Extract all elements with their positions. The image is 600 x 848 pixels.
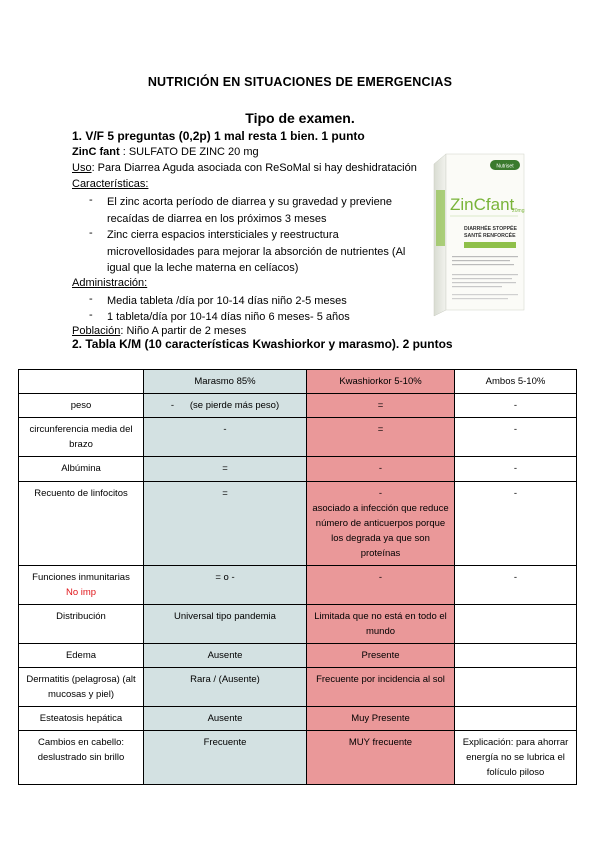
table-row [19,566,577,605]
section1-heading: 1. V/F 5 preguntas (0,2p) 1 mal resta 1 bien. 1 punto [72,129,365,143]
caracteristica-item: El zinc acorta período de diarrea y su gravedad y previene recaídas de diarrea en los próximos 3 meses [107,196,392,225]
cell-kwashiorkor: MUY frecuente [307,731,455,785]
cell-ambos: - [455,394,577,418]
row-label-cell [19,566,144,605]
administracion-item: 1 tableta/día por 10-14 días niño 6 meses- 5 años [107,311,350,323]
table-row [19,482,577,566]
cell-marasmo: Ausente [144,707,307,731]
cell-ambos [455,668,577,707]
cell-marasmo: = [144,457,307,482]
product-badge: Nutriset [496,163,514,170]
row-label: Funciones inmunitarias [32,572,130,583]
cell-marasmo: = [144,482,307,566]
header-ambos: Ambos 5-10% [455,370,577,394]
row-label: circunferencia media del brazo [19,418,144,457]
cell-marasmo: - [144,418,307,457]
caracteristica-item: Zinc cierra espacios intersticiales y reestructura microvellosidades para mejorar la absorción de nutrientes (Al igual que la leche materna en celíacos) [107,229,406,274]
header-marasmo: Marasmo 85% [144,370,307,394]
header-cell [19,370,144,394]
cell-marasmo: Universal tipo pandemia [144,605,307,644]
section2-heading: 2. Tabla K/M (10 características Kwashiorkor y marasmo). 2 puntos [72,337,453,351]
table-row [19,731,577,785]
document-title: NUTRICIÓN EN SITUACIONES DE EMERGENCIAS [147,75,453,89]
zincfant-product-image [430,150,526,320]
row-label: Esteatosis hepática [19,707,144,731]
bullet: - [89,194,93,206]
cell-kwashiorkor: = [307,394,455,418]
uso-label: Uso [72,162,92,174]
cell-ambos: Explicación: para ahorrar energía no se lubrica el folículo piloso [455,731,577,785]
km-comparison-table [18,369,577,785]
cell-marasmo: Rara / (Ausente) [144,668,307,707]
row-label: Albúmina [19,457,144,482]
product-brand: ZinCfant [450,195,515,214]
poblacion-label: Población [72,325,121,337]
cell-marasmo: Frecuente [144,731,307,785]
table-row [19,644,577,668]
caracteristicas-label: Características: [72,178,149,190]
cell-kwashiorkor: Limitada que no está en todo el mundo [307,605,455,644]
cell-marasmo: = o - [144,566,307,605]
uso-line [72,162,417,174]
cell-ambos: - [455,566,577,605]
cell-ambos: - [455,482,577,566]
product-line1: DIARRHÉE STOPPÉE [464,226,517,232]
cell-kwashiorkor: = [307,418,455,457]
cell-ambos [455,605,577,644]
table-row [19,605,577,644]
table-row [19,707,577,731]
administracion-item: Media tableta /día por 10-14 días niño 2-5 meses [107,295,347,307]
zinc-label: ZinC fant [72,146,120,158]
cell-kwashiorkor: - asociado a infección que reduce número de anticuerpos porque los degrada ya que son proteínas [307,482,455,566]
bullet: - [89,227,93,239]
zinc-line [72,146,259,158]
cell-ambos [455,707,577,731]
uso-value: : Para Diarrea Aguda asociada con ReSoMal si hay deshidratación [91,162,417,174]
table-row [19,668,577,707]
row-label: peso [19,394,144,418]
row-label-note: No imp [65,587,97,598]
row-label: Dermatitis (pelagrosa) (alt mucosas y piel) [19,668,144,707]
bullet: - [89,293,93,305]
row-label: Recuento de linfocitos [19,482,144,566]
poblacion-value: : Niño A partir de 2 meses [120,325,247,337]
cell-ambos: - [455,457,577,482]
product-line2: SANTÉ RENFORCÉE [464,233,516,239]
zinc-value: : SULFATO DE ZINC 20 mg [119,146,259,158]
cell-kwashiorkor: - [307,457,455,482]
cell-ambos [455,644,577,668]
table-row [19,394,577,418]
cell-marasmo: - (se pierde más peso) [144,394,307,418]
row-label: Cambios en cabello: deslustrado sin brillo [19,731,144,785]
cell-kwashiorkor: - [307,566,455,605]
administracion-label: Administración: [72,277,148,289]
exam-type-heading: Tipo de examen. [245,110,355,126]
row-label: Distribución [19,605,144,644]
poblacion-line [72,325,246,337]
row-label: Edema [19,644,144,668]
cell-kwashiorkor: Presente [307,644,455,668]
table-row [19,457,577,482]
cell-ambos: - [455,418,577,457]
cell-kwashiorkor: Frecuente por incidencia al sol [307,668,455,707]
bullet: - [89,309,93,321]
product-dose: 20mg [512,208,525,214]
cell-kwashiorkor: Muy Presente [307,707,455,731]
table-header-row [19,370,577,394]
table-row [19,418,577,457]
header-kwashiorkor: Kwashiorkor 5-10% [307,370,455,394]
cell-marasmo: Ausente [144,644,307,668]
